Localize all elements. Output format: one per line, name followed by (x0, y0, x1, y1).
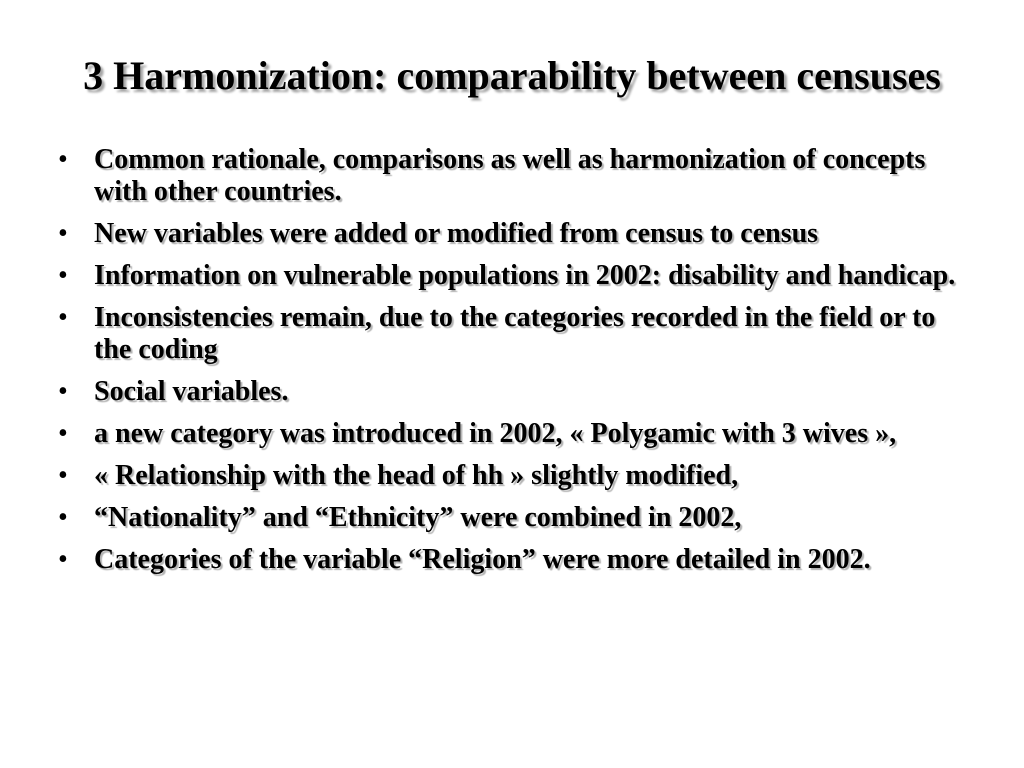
bullet-dot-icon: • (58, 302, 68, 333)
bullet-item (58, 144, 978, 208)
bullet-text: “Nationality” and “Ethnicity” were combined in 2002, (94, 502, 742, 533)
bullet-dot-icon: • (58, 376, 68, 407)
bullet-dot-icon: • (58, 502, 68, 533)
bullet-dot-icon: • (58, 460, 68, 491)
bullet-item (58, 260, 978, 292)
bullet-text: New variables were added or modified from census to census (94, 218, 819, 249)
bullet-dot-icon: • (58, 260, 68, 291)
slide-title: 3 Harmonization: comparability between censuses (83, 53, 941, 98)
bullet-text: Inconsistencies remain, due to the categories recorded in the field or to the coding (94, 302, 936, 365)
bullet-text: Common rationale, comparisons as well as harmonization of concepts with other countries. (94, 144, 926, 207)
bullet-text: Categories of the variable “Religion” were more detailed in 2002. (94, 544, 871, 575)
bullet-item (58, 418, 978, 450)
bullet-dot-icon: • (58, 544, 68, 575)
bullet-text: a new category was introduced in 2002, « Polygamic with 3 wives », (94, 418, 897, 449)
bullet-dot-icon: • (58, 218, 68, 249)
bullet-item (58, 302, 978, 366)
bullet-item (58, 218, 978, 250)
bullet-item (58, 502, 978, 534)
bullet-text: Information on vulnerable populations in 2002: disability and handicap. (94, 260, 956, 291)
bullet-item (58, 544, 978, 576)
bullet-text: Social variables. (94, 376, 289, 407)
bullet-item (58, 376, 978, 408)
bullet-dot-icon: • (58, 418, 68, 449)
bullet-dot-icon: • (58, 144, 68, 175)
bullet-text: « Relationship with the head of hh » slightly modified, (94, 460, 739, 491)
bullet-list (58, 144, 978, 586)
bullet-item (58, 460, 978, 492)
